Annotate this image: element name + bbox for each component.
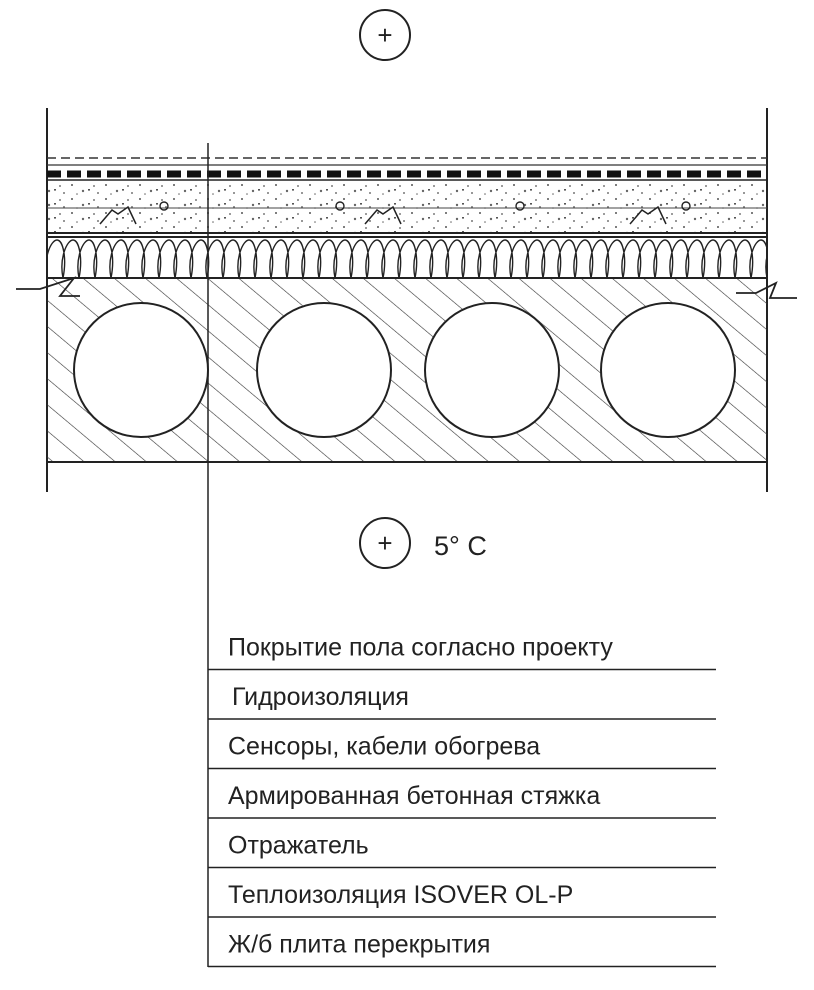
slab-void [74,303,208,437]
waterproofing-layer [47,174,767,180]
legend-item: Ж/б плита перекрытия [228,930,491,959]
concrete-slab [47,279,767,462]
slab-void [601,303,735,437]
bottom-zone-marker [360,518,487,568]
floor-covering-layer [47,158,767,165]
legend-item: Отражатель [228,831,369,860]
top-zone-marker [360,10,410,60]
slab-void [257,303,391,437]
bottom-zone-sign: + [377,528,393,558]
legend-item: Гидроизоляция [232,683,409,711]
legend-item: Сенсоры, кабели обогрева [228,732,541,761]
legend-item: Армированная бетонная стяжка [228,782,601,810]
legend-item: Теплоизоляция ISOVER OL-P [228,881,574,909]
slab-void [425,303,559,437]
layer-legend [208,634,716,967]
screed-layer [47,181,767,237]
temperature-label: 5° C [434,531,487,561]
top-zone-sign: + [377,20,393,50]
legend-item: Покрытие пола согласно проекту [228,633,613,662]
insulation-layer [46,240,801,278]
